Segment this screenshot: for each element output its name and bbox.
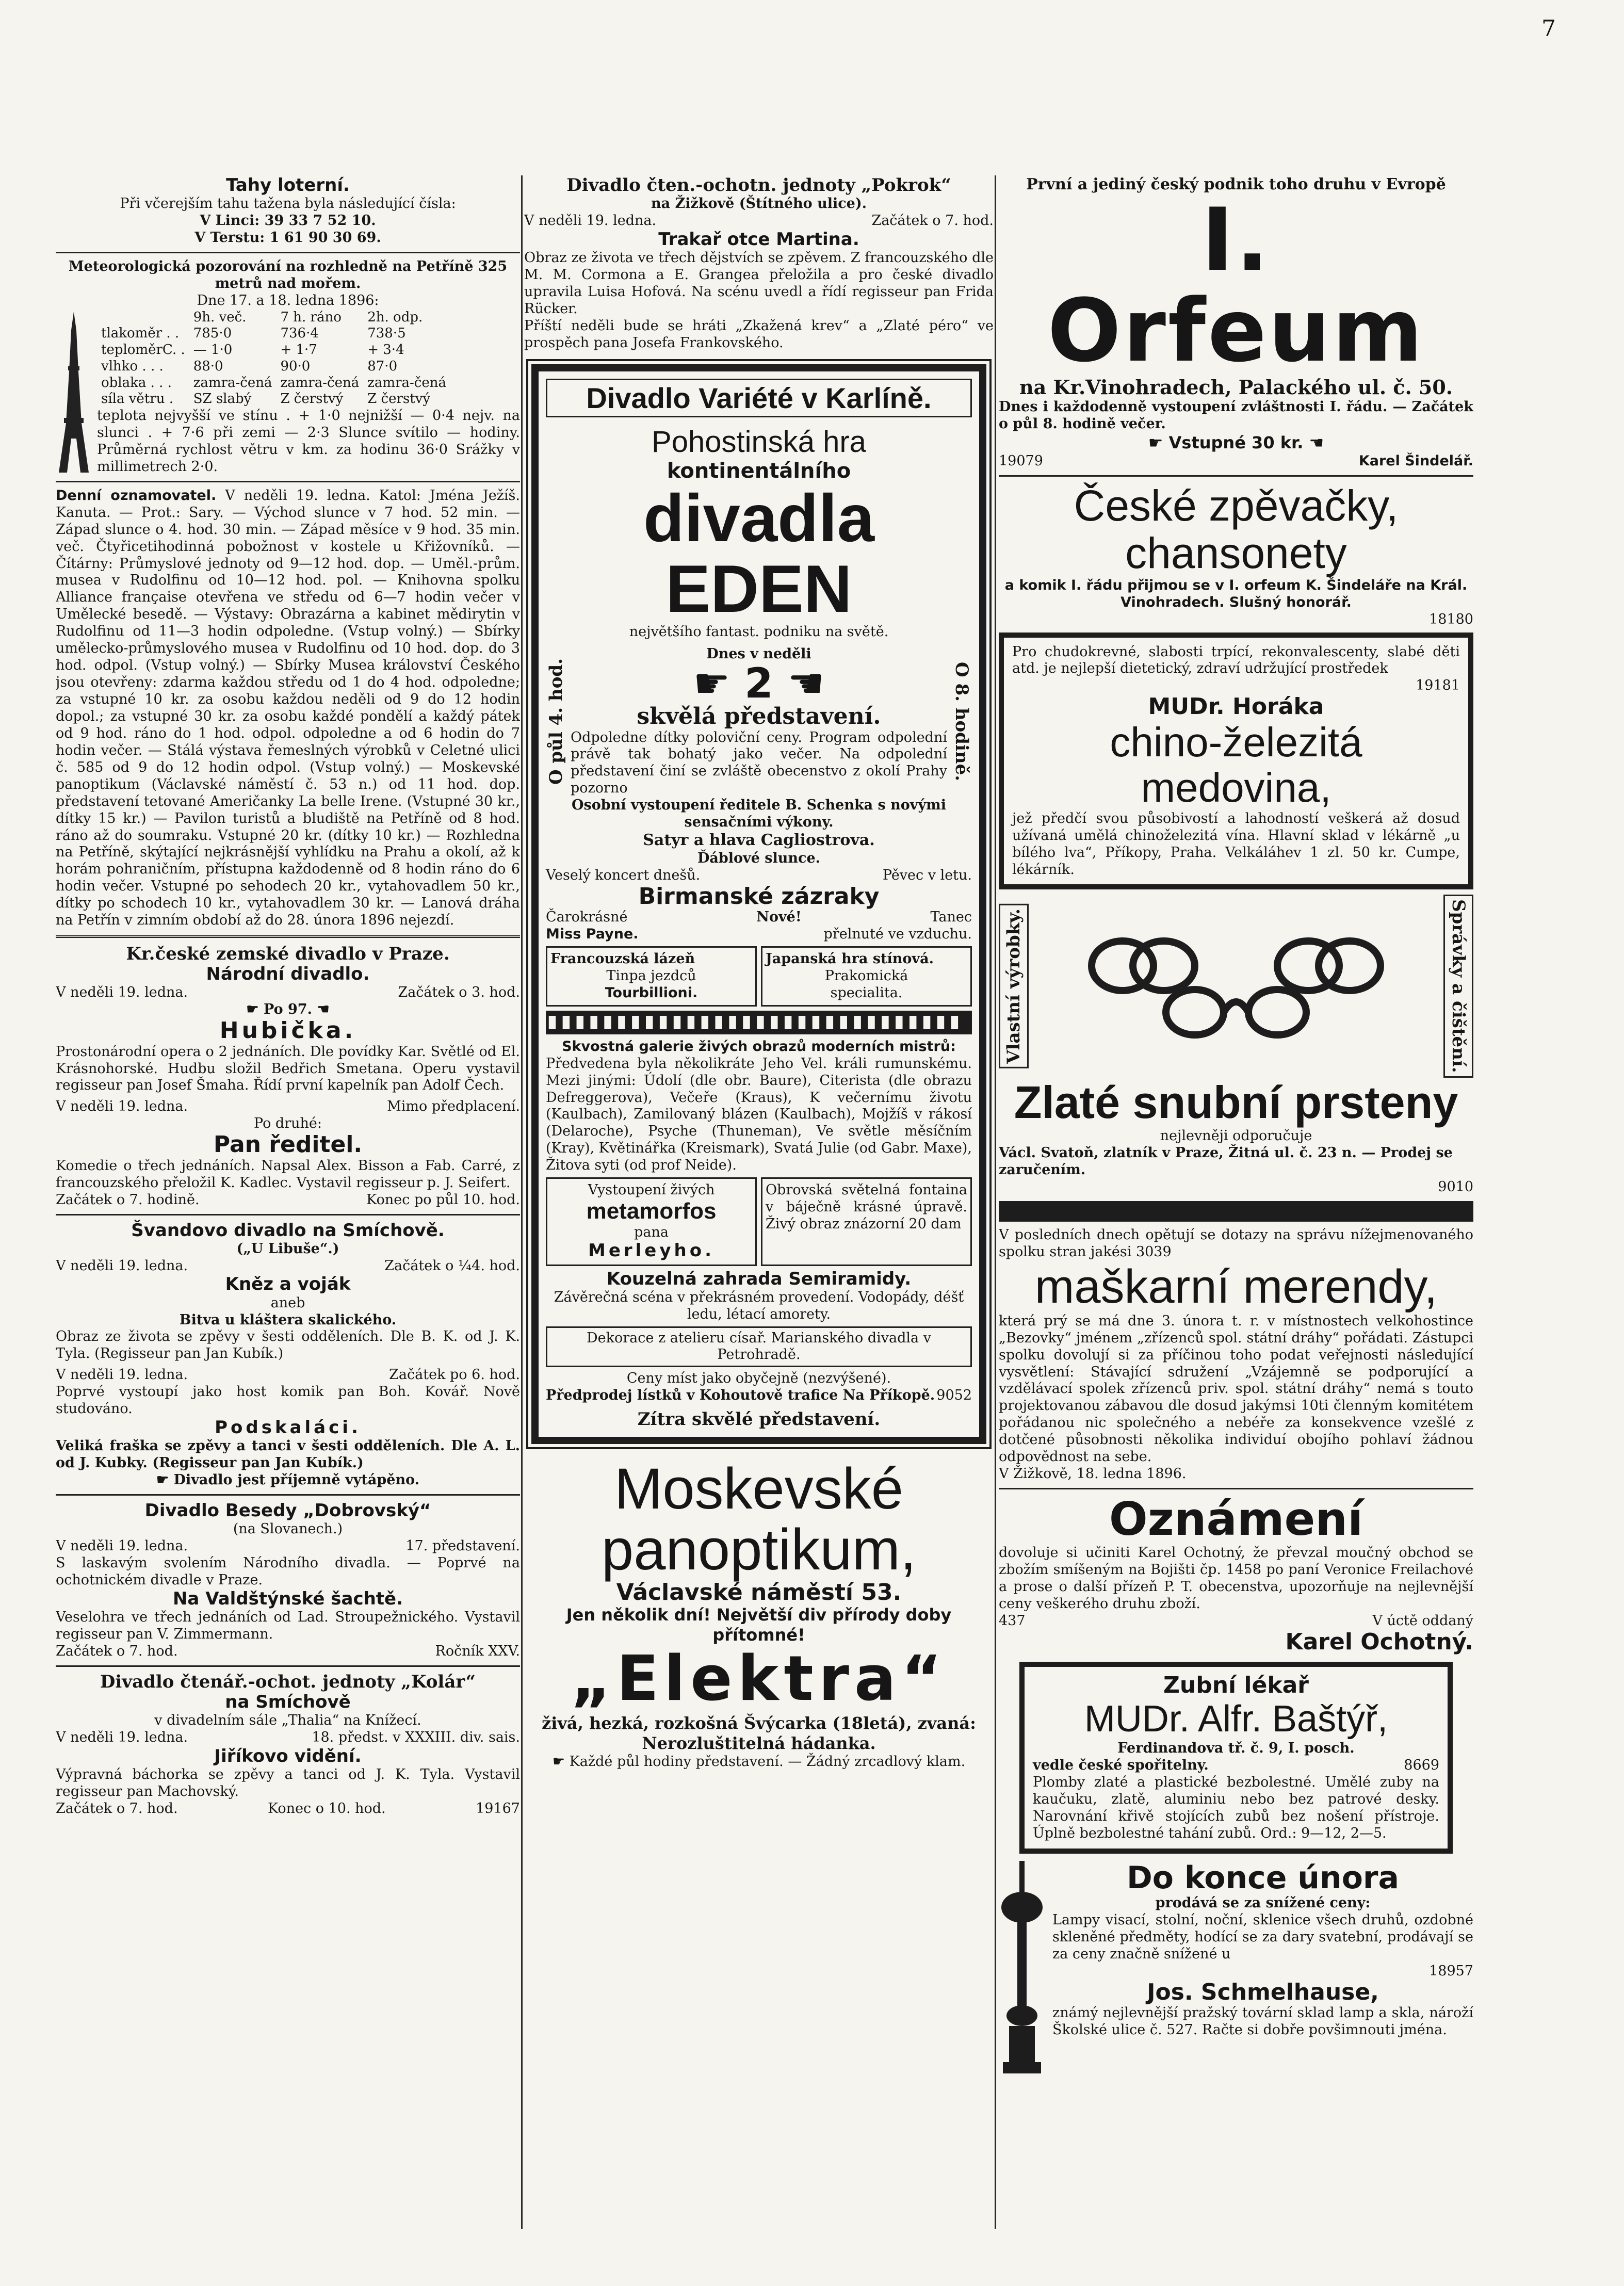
dobrovsky-title: Divadlo Besedy „Dobrovský“ [144,1500,431,1521]
moscow-title: Moskevské panoptikum, [601,1456,917,1582]
medovina-num: 19181 [1416,677,1460,694]
petrin-tower-icon [56,310,92,475]
column-right [999,175,1473,2239]
ozn-num: 437 [999,1612,1026,1629]
variete-fr-title: Francouzská lázeň [550,950,695,967]
variete-num: 9052 [936,1387,972,1404]
orfeum-owner: Karel Šindelář. [1358,452,1473,469]
variete-today: Dnes v neděli [706,646,811,662]
hand-pointer-icon: ☛ [156,1472,174,1488]
variete-prices: Ceny míst jako obyčejně (nezvýšené). [626,1370,891,1387]
variete-miss-desc: přelnuté ve vzduchu. [823,926,972,942]
variete-fr-line3: Tourbillioni. [605,984,698,1001]
nt-play2: Pan ředitel. [213,1131,363,1158]
sv-play-b: Bitva u kláštera skalického. [179,1311,397,1328]
variete-metamorf: metamorfos [586,1198,717,1224]
orfeum-addr: na Kr.Vinohradech, Palackého ul. č. 50. [1019,376,1453,399]
hand-pointer-icon: ☛ [1148,432,1169,452]
rings-ad [999,895,1473,1078]
lottery-trieste: V Terstu: 1 61 90 30 69. [194,229,381,246]
orfeum-daily: Dnes i každodenně vystoupení zvláštnosti I. řádu. — Začátek o půl 8. hodině večer. [999,399,1473,432]
sv-start: Začátek o ¼4. hod. [384,1257,520,1274]
variete-dance: Tanec [930,909,972,926]
medovina-intro: Pro chudokrevné, slabosti trpící, rekonvalescenty, slabé děti atd. je nejlepší dietetický, zdraví udržující prostředek [1012,643,1460,677]
db-desc2: Veselohra ve třech jednáních od Lad. Stroupežnického. Vystavil regisseur pan V. Zimmermann. [56,1609,520,1642]
variete-garden: Kouzelná zahrada Semiramidy. [606,1268,912,1289]
variete-two: ☛ 2 ☚ [693,659,825,708]
kolar-date: V neděli 19. ledna. [56,1729,188,1745]
medovina-title: chino-železitá medovina, [1110,719,1362,810]
kolar-num: 19167 [476,1800,520,1817]
nt-play: Hubička. [219,1017,356,1044]
chanson-desc: a komik I. řádu přijmou se v I. orfeum K. Šindeláře na Král. Vinohradech. Slušný honorář. [1004,577,1468,610]
variete-jp-line2: Prakomická [824,967,908,984]
pokrok-desc: Obraz ze života ve třech dějstvích se zpěvem. Z francouzského dle M. M. Cormona a E. Grangea přeložila a pro české divadlo upravila Luisa Hofová. Na scénu uvedl a řídí regisseur pan Frida Rücker. [524,250,994,317]
dentist-num: 8669 [1404,1757,1439,1774]
dentist-addr: Ferdinandova tř. č. 9, I. posch. [1117,1740,1355,1757]
variete-biggest: největšího fantast. podniku na světě. [629,624,889,640]
feb-title: Do konce února [1126,1859,1400,1896]
dobrovsky-sub: (na Slovanech.) [233,1521,343,1537]
pokrok-sub: na Žižkově (Štítného ulice). [651,196,867,212]
svanda-sub: („U Libuše“.) [236,1240,339,1257]
dentist-ad [1019,1662,1453,1854]
meteo-table: 9h. več. 7 h. ráno 2h. odp. tlakoměr . . 785·0 736·4 738·5 teploměrC. . — 1·0 + 1·7 + 3·4 vlhko . . . 88·0 90·0 87·0 oblaka . . . zamra-čená zamra-čená zamra-čená síla větru . SZ slabý Z čerstvý Z čerstvý [101,309,446,407]
medovina-doc: MUDr. Horáka [1148,693,1324,720]
svanda-title: Švandovo divadlo na Smíchově. [131,1220,445,1241]
variete-merl: Merleyho. [588,1240,715,1261]
sv-start2: Začátek po 6. hod. [389,1367,520,1383]
hand-pointer-icon: ☛ [693,659,745,708]
variete-ad [531,364,986,1445]
page-number: 7 [1541,15,1556,42]
kolar-sub: na Smíchově [225,1691,351,1712]
kolar-start: Začátek o 7. hod. [56,1800,178,1817]
variete-fr-line2: Tinpa jezdců [606,967,696,984]
db-desc: S laskavým svolením Národního divadla. — Poprvé na ochotnickém divadle v Praze. [56,1555,520,1588]
ozn-desc: dovoluje si učiniti Karel Ochotný, že převzal moučný obchod se zbožím smíšeným na Bojišti čp. 1458 po paní Veronice Freilachové a prose o další přízeň P. T. obecenstva, upozorňuje na nejlevnější ceny veškerého druhu zboží. [999,1544,1473,1612]
variete-shows: skvělá představení. [637,703,881,730]
sv-desc2: Poprvé vystoupí jako host komik pan Boh. Kovář. Nově studováno. [56,1384,520,1417]
daily-text: V neděli 19. ledna. Katol: Jména Ježíš. Kanuta. — Prot.: Sary. — Východ slunce v 7 hod. 52 min. — Západ slunce o 4. hod. 30 min. — Západ měsíce v 9 hod. 35 min. več. Čtyřicetihodinná pobožnost v kostele u Křižovníků. — Čítárny: Průmyslové jednoty od 9—12 hod. dop. — Uměl.-prům. musea v Rudolfinu od 10—12 hod. pol. — Knihovna spolku Alliance française otevřena ve středu od 6—7 hodin večer v Umělecké besedě. — Výstavy: Obrazárna a kabinet mědirytin v Rudolfinu od 11—3 hodin odpoledne. (Vstup volný.) — Sbírky umělecko-průmyslového musea v Rudolfinu od 10 hod. dop. do 3 hod. odpol. (Vstup volný.) — Sbírky Musea království Českého jsou otevřeny: zdarma každou středu od 1 do 4 hod. odpoledne; za vstupné 10 kr. za osobu každou neděli od 9 do 12 hodin dopol.; za vstupné 30 kr. za osobu každé pondělí a každý pátek od 9 hod. ráno do 1 hod. odpol. odpoledne a od 6 hodin do 7 hodin večer. — Stálá výstava řemeslných výrobků v Celetné ulici č. 585 od 9 do 12 hodin odpol. (Vstup volný.) — Moskevské panoptikum (Václavské náměstí č. 53 n.) od 11 hod. dop. představení tetované Američanky La belle Irene. (Vstupné 30 kr., dítky 15 kr.) — Pavilon turistů a bludiště na Petříně od 8 hod. ráno až do soumraku. Vstupné 20 kr. (dítky 10 kr.) — Rozhledna na Petříně, skýtající nejkrásnější vyhlídku na Prahu a okolí, až k horám pohraničním, přístupna každodenně od 8 hodin ráno do 6 hodin večer. Vstupné po sehodech 20 kr., vytahovadlem 50 kr., dítky po schodech 10 kr., vytahovadlem 30 kr. — Lanová dráha na Petřín v zimním období až do 28. února 1896 nejezdí. [56,487,520,929]
variete-pana: pana [634,1224,669,1240]
sv-desc3: Veliká fraška se zpěvy a tanci v šesti odděleních. Dle A. L. od J. Kubky. (Regisseur pan Jan Kubík.) [56,1438,520,1471]
pokrok-play: Trakař otce Martina. [658,229,859,250]
moscow-addr: Václavské náměstí 53. [616,1579,902,1606]
db-date: V neděli 19. ledna. [56,1538,188,1554]
variete-kids: Odpoledne dítky poloviční ceny. Program odpolední právě tak bohatý jako večer. Na odpolední představení činí se zvláště obecenstvo z okolí Prahy pozorno [571,729,947,797]
variete-decor: Dekorace z atelieru císař. Marianského divadla v Petrohradě. [546,1326,972,1368]
mask-title: maškarní merendy, [1034,1260,1438,1313]
national-theatre-sub: Národní divadlo. [206,964,370,985]
decorative-border-icon [999,1201,1473,1222]
kolar-end: Konec o 10. hod. [267,1800,386,1817]
moscow-days: Jen několik dní! Největší div přírody doby přítomné! [566,1604,952,1645]
feb-desc: Lampy visací, stolní, noční, sklenice všech druhů, ozdobné skleněné předměty, hodící se za dary svatební, prodávají se za ceny značně snížené u [1052,1911,1473,1962]
db-year: Ročník XXV. [435,1643,520,1659]
meteo-title: Meteorologická pozorování na rozhledně na Petříně 325 metrů nad mořem. [68,258,508,291]
variete-singer: Pěvec v letu. [882,867,972,883]
nt-perf: ☛ Po 97. ☚ [246,1001,330,1018]
variete-garden-desc: Závěrečná scéna v překrásném provedení. Vodopády, déšť ledu, létací amorety. [554,1289,964,1322]
feb-firm: Jos. Schmelhause, [1147,1979,1379,2005]
nt-second: Po druhé: [254,1115,322,1132]
nt-extra: Mimo předplacení. [387,1098,520,1115]
column-middle [524,175,994,2239]
rings-desc: nejlevněji odporučuje [1160,1127,1312,1144]
variete-sun: Ďáblové slunce. [697,850,821,866]
variete-miss: Miss Payne. [546,926,639,942]
sv-play: Kněz a voják [225,1274,351,1295]
moscow-elektra: „Elektra“ [571,1643,947,1715]
kolar-play: Jiříkovo vidění. [214,1745,362,1766]
sv-note: ☛ Divadlo jest příjemně vytápěno. [156,1472,420,1488]
nt-desc2: Komedie o třech jednáních. Napsal Alex. Bisson a Fab. Carré, z francouzského přeložil K. Kadlec. Vystavil regisseur p. J. Seifert. [56,1157,520,1191]
medovina-ad [999,633,1473,890]
kolar-title: Divadlo čtenář.-ochot. jednoty „Kolár“ [100,1671,476,1692]
variete-title: Divadlo Variété v Karlíně. [546,379,972,418]
variete-fountain: Obrovská světelná fontaina v báječně krásné úpravě. Živý obraz znázorní 20 dam [761,1177,972,1266]
moscow-desc: živá, hezká, rozkošná Švýcarka (18letá), zvaná: Nerozluštitelná hádanka. [542,1713,976,1754]
variete-jp-line3: specialita. [830,984,903,1001]
ozn-title: Oznámení [1109,1493,1363,1546]
nt-start2: Začátek o 7. hodině. [56,1191,200,1208]
sv-play2: Podskaláci. [215,1417,361,1438]
decorative-border-icon [546,1011,972,1034]
variete-personal: Osobní vystoupení ředitele B. Schenka s novými sensačními výkony. [572,797,946,831]
rings-left: Vlastní výrobky. [999,904,1029,1068]
mask-intro: V posledních dnech opětují se dotazy na správu nížejmenovaného spolku stran jakési 3039 [999,1226,1473,1260]
db-perf: 17. představení. [405,1538,520,1554]
moscow-note: ☛ Každé půl hodiny představení. — Žádný zrcadlový klam. [552,1754,966,1770]
meteo-block [56,310,520,476]
dentist-desc: Plomby zlaté a plastické bezbolestné. Umělé zuby na kaučuku, zlatě, aluminiu nebo bez patrové desky. Narovnání křivě stojících zubů bez nošení přístroje. Úplně bezbolestné tahání zubů. Ord.: 9—12, 2—5. [1033,1774,1439,1842]
lottery-title: Tahy loterní. [226,175,350,196]
hand-pointer-icon: ☚ [773,659,825,708]
lamps-ad [999,1861,1473,2078]
feb-sub: prodává se za snížené ceny: [1155,1894,1371,1911]
feb-num: 18957 [1429,1963,1473,1979]
orfeum-name: I. Orfeum [1047,189,1425,381]
wedding-rings-icon [1076,930,1396,1043]
chanson-num: 18180 [1429,611,1473,627]
mask-desc: která prý se má dne 3. února t. r. v místnostech velkohostince „Bezovky“ jménem „zřízenců spol. státní dráhy“ pořádati. Zástupci spolku dovolují si za příčinou toho podat veřejnosti následující vysvětlení: Stávající sdružení „Vzájemně se podporující a vzdělávací spolek zřízenců priv. spol. státní dráhy“ nemá s touto projektovanou zábavou dle dosud jakýmsi 10ti členným komitétem pořádanou nic společného a nebéře za konsekvence vzešlé z dotčené působnosti několika individuí obojího pohlaví žádnou odpovědnost na sebe. [999,1312,1473,1465]
variete-cont: kontinentálního [667,459,851,483]
mask-date: V Žižkově, 18. ledna 1896. [999,1466,1187,1482]
pokrok-next: Příští neděli bude se hráti „Zkažená krev“ a „Zlaté péro“ ve prospěch pana Josefa Frankovského. [524,317,994,351]
nt-date: V neděli 19. ledna. [56,984,188,1001]
pokrok-start: Začátek o 7. hod. [871,213,994,229]
variete-gallery-desc: Předvedena byla několikráte Jeho Vel. králi rumunskému. Mezi jinými: Údolí (dle obr. Baure), Citerista (dle obrazu Defreggerova), Večeře (Kraus), K večernímu životu (Kaulbach), Zamilovaný blázen (Kaulbach), Mojžíš v rákosí (Delaroche), Psyche (Thuneman), Ve světle měsíčním (Kray), Květinářka (Kreismark), Svatá Julie (od Gabr. Maxe), Žitova syti (od prof Neide). [546,1055,972,1174]
ozn-dict: V úctě oddaný [1372,1612,1473,1629]
orfeum-first: První a jediný český podnik toho druhu v Evropě [1026,175,1446,193]
national-theatre-title: Kr.české zemské divadlo v Praze. [126,944,450,965]
lamp-icon [999,1861,1045,2078]
column-left [56,175,520,2239]
column-rule-2 [995,175,996,2229]
daily-announcer [56,488,520,929]
sv-aneb: aneb [270,1294,305,1311]
variete-presale: Předprodej lístků v Kohoutově trafice Na Příkopě. [546,1387,935,1404]
kolar-venue: v divadelním sále „Thalia“ na Knížecí. [154,1712,421,1728]
variete-living: Vystoupení živých [588,1182,715,1198]
nt-desc: Prostonárodní opera o 2 jednáních. Dle povídky Kar. Světlé od El. Krásnohorské. Hudbu složil Bedřich Smetana. Operu vystavil regisseur pan Josef Šmaha. Řídí první kapelník pan Adolf Čech. [56,1043,520,1094]
lottery-note: Při včerejším tahu tažena byla následující čísla: [120,196,456,212]
rings-maker: Václ. Svatoň, zlatník v Praze, Žitná ul. č. 23 n. — Prodej se zaručením. [999,1144,1453,1178]
dentist-addr2: vedle české spořitelny. [1033,1757,1209,1774]
variete-side-left: O půl 4. hod. [546,658,566,785]
orfeum-entry: ☛ Vstupné 30 kr. ☚ [1148,432,1324,452]
nt-end2: Konec po půl 10. hod. [366,1191,520,1208]
nt-start: Začátek o 3. hod. [398,984,520,1001]
meteo-tail: teplota nejvyšší ve stínu . + 1·0 nejnižší — 0·4 nejv. na slunci . + 7·6 při zemi — 2·3 Slunce svítilo — hodiny. Průměrná rychlost větru v km. za hodinu 36·0 Srážky v millimetrech 2·0. [97,408,520,475]
chanson-title: České zpěvačky, chansonety [1074,481,1399,578]
rings-num: 9010 [1438,1178,1473,1195]
meteo-dates: Dne 17. a 18. ledna 1896: [197,292,379,309]
variete-burma: Birmanské zázraky [638,883,880,910]
variete-satyr: Satyr a hlava Cagliostrova. [643,831,875,850]
sv-desc: Obraz ze života se zpěvy v šesti odděleních. Dle B. K. od J. K. Tyla. (Regisseur pan Jan Kubík.) [56,1328,520,1362]
pokrok-date: V neděli 19. ledna. [524,213,657,229]
variete-gallery: Skvostná galerie živých obrazů moderních mistrů: [562,1038,956,1055]
variete-concert: Veselý koncert dnešů. [546,867,701,883]
lottery-linz: V Linci: 39 33 7 52 10. [200,213,376,229]
variete-guest: Pohostinská hra [652,425,866,459]
column-rule-1 [521,175,523,2229]
pokrok-title: Divadlo čten.-ochotn. jednoty „Pokrok“ [566,175,951,196]
dentist-name: MUDr. Alfr. Baštýř, [1084,1698,1388,1740]
medovina-desc: jež předčí svou působivostí a lahodností veškerá až dosud užívaná umělá chinoželezitá vína. Hlavní sklad v lékárně „u bílého lva“, Příkopy, Praha. Velkáláhev 1 zl. 50 kr. Cumpe, lékárník. [1012,810,1460,878]
db-play: Na Valdštýnské šachtě. [172,1588,403,1609]
db-start: Začátek o 7. hod. [56,1643,178,1659]
dentist-title: Zubní lékař [1163,1672,1309,1698]
variete-magic: Čarokrásné [546,909,628,926]
orfeum-num: 19079 [999,452,1043,469]
variete-eden: divadla EDEN [643,480,874,626]
daily-title: Denní oznamovatel. [56,487,217,504]
hand-pointer-icon: ☛ [552,1754,570,1770]
variete-tomorrow: Zítra skvělé představení. [637,1409,881,1430]
variete-jp-title: Japanská hra stínová. [766,950,934,967]
variete-side-right: O 8. hodině. [951,662,972,782]
rings-right: Správky a čištění. [1443,895,1473,1078]
sv-date: V neděli 19. ledna. [56,1257,188,1274]
feb-desc2: známý nejlevnější pražský tovární sklad lamp a skla, nároží Školské ulice č. 527. Račte si dobře povšimnouti jména. [1052,2005,1473,2038]
rings-title: Zlaté snubní prsteny [1014,1077,1458,1128]
nt-date2: V neděli 19. ledna. [56,1098,188,1115]
hand-pointer-icon: ☚ [1303,432,1324,452]
kolar-desc: Výpravná báchorka se zpěvy a tanci od J. K. Tyla. Vystavil regisseur pan Machovský. [56,1766,520,1799]
sv-date2: V neděli 19. ledna. [56,1367,188,1383]
kolar-perf: 18. předst. v XXXIII. div. sais. [312,1729,520,1745]
variete-new: Nové! [756,909,802,926]
ozn-signature: Karel Ochotný. [1285,1628,1473,1655]
